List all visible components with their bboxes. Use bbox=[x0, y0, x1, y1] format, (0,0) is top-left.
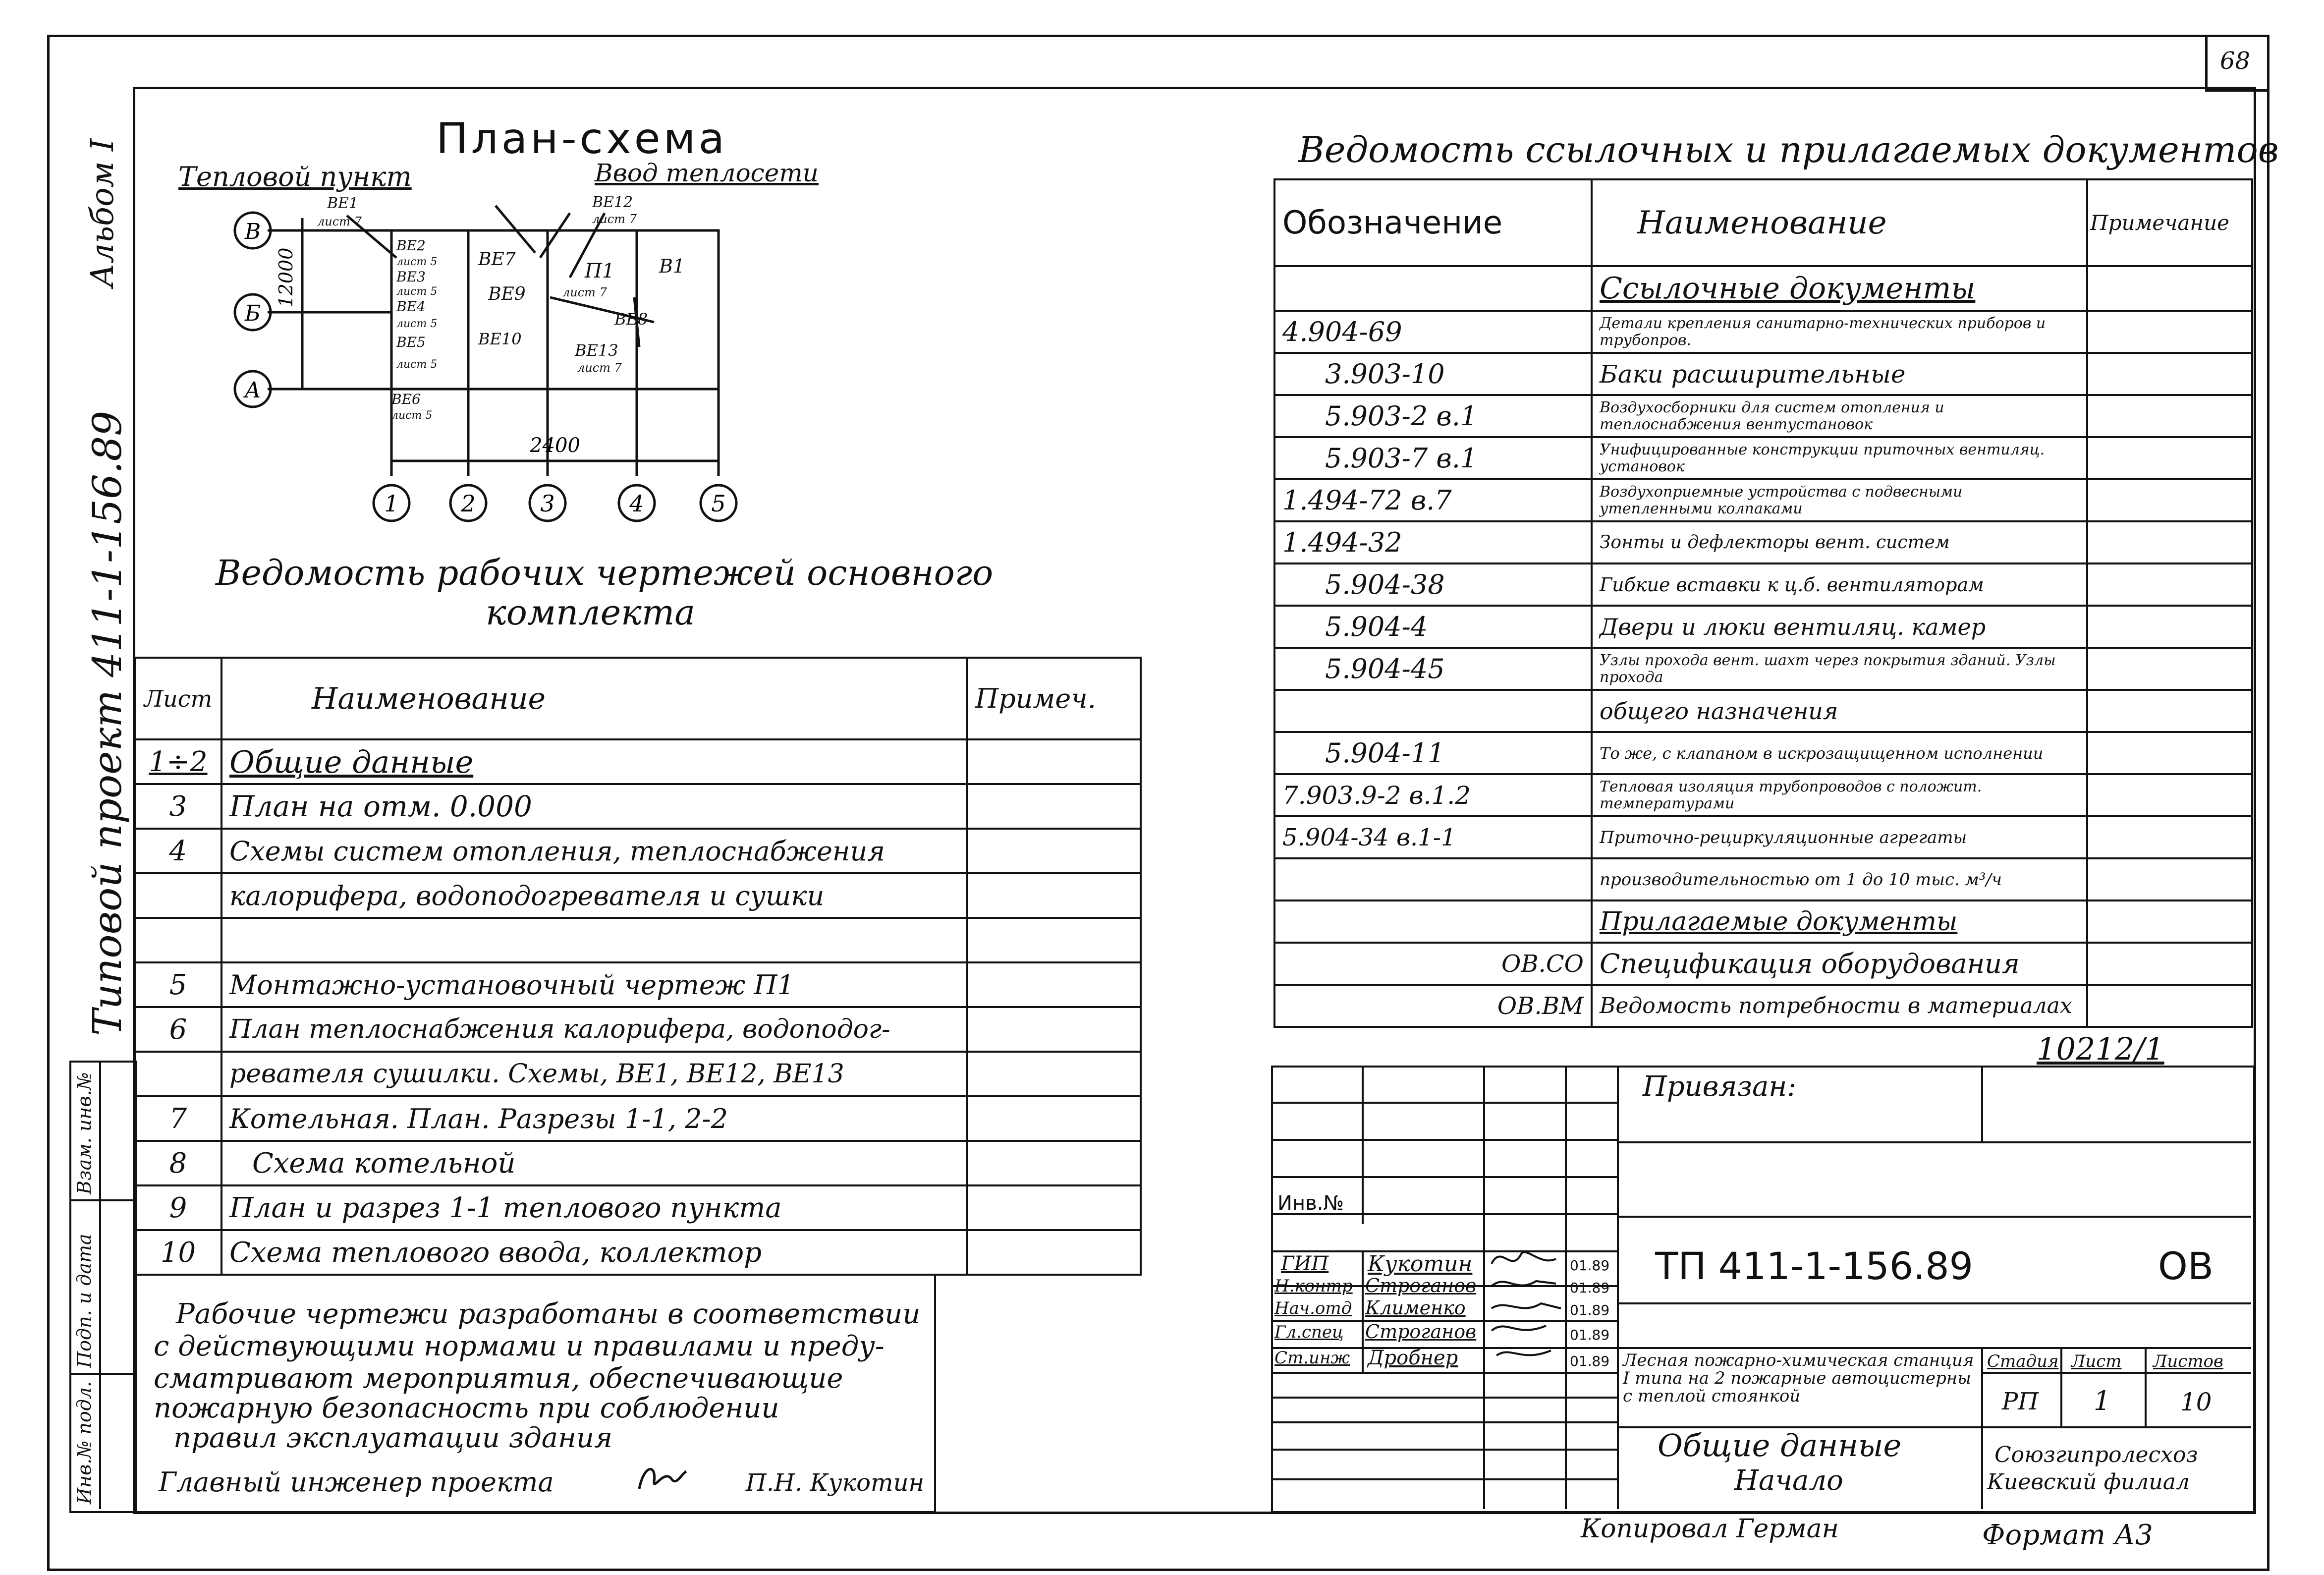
note-line: правил эксплуатации здания bbox=[173, 1422, 613, 1454]
refs-name: Воздухосборники для систем отопления и теплоснабжения вентустановок bbox=[1592, 395, 2087, 437]
plan-tag: ВЕ3 bbox=[396, 269, 426, 285]
inventory-number: 10212/1 bbox=[2037, 1031, 2164, 1067]
page-number: 68 bbox=[2220, 47, 2251, 75]
working-sheet: 1÷2 bbox=[135, 739, 221, 784]
working-name: План на отм. 0.000 bbox=[221, 784, 967, 829]
plan-tag: ВЕ6 bbox=[391, 391, 421, 407]
plan-row-label: В bbox=[244, 219, 261, 244]
working-title-line2: комплекта bbox=[486, 592, 695, 633]
plan-row-label: А bbox=[244, 378, 261, 403]
working-header-sheet: Лист bbox=[135, 658, 221, 739]
refs-section-title: Ссылочные документы bbox=[1592, 266, 2087, 311]
doc-code: ТП 411-1-156.89 bbox=[1655, 1244, 1973, 1288]
note-line: Рабочие чертежи разработаны в соответствии bbox=[176, 1298, 921, 1330]
plan-tag: лист 5 bbox=[396, 285, 438, 298]
refs-name: Унифицированные конструкции приточных вентиляц. установок bbox=[1592, 437, 2087, 479]
note-line: с действующими нормами и правилами и преду- bbox=[154, 1330, 885, 1362]
plan-tag: лист 7 bbox=[577, 361, 622, 375]
plan-tag: ВЕ9 bbox=[488, 284, 526, 304]
plan-tag: ВЕ5 bbox=[396, 334, 426, 350]
format-label: Формат А3 bbox=[1982, 1519, 2153, 1551]
refs-code: 5.904-38 bbox=[1274, 563, 1592, 606]
refs-code: 1.494-32 bbox=[1274, 521, 1592, 563]
plan-tag: лист 5 bbox=[396, 256, 438, 268]
refs-name: Приточно-рециркуляционные агрегаты bbox=[1592, 816, 2087, 858]
working-name: Схемы систем отопления, теплоснабжения bbox=[221, 829, 967, 873]
plan-label-heat-point: Тепловой пункт bbox=[178, 161, 412, 192]
working-sheet: 6 bbox=[135, 1007, 221, 1052]
signer-date: 01.89 bbox=[1570, 1257, 1610, 1274]
working-name: Общие данные bbox=[221, 739, 967, 784]
refs-code: 5.904-45 bbox=[1274, 648, 1592, 690]
working-name: Схема теплового ввода, коллектор bbox=[221, 1230, 967, 1275]
sheet-value: 1 bbox=[2094, 1385, 2111, 1416]
refs-code: 5.903-2 в.1 bbox=[1274, 395, 1592, 437]
sheet-label: Лист bbox=[2071, 1351, 2122, 1371]
plan-tag: лист 7 bbox=[317, 215, 362, 228]
plan-tag: ВЕ4 bbox=[396, 298, 426, 315]
working-sheet: 10 bbox=[135, 1230, 221, 1275]
plan-tag: ВЕ10 bbox=[478, 330, 522, 348]
signer-date: 01.89 bbox=[1570, 1353, 1610, 1369]
signer-date: 01.89 bbox=[1570, 1302, 1610, 1318]
stage-value: РП bbox=[2002, 1388, 2039, 1415]
working-name: Монтажно-установочный чертеж П1 bbox=[221, 962, 967, 1007]
plan-tag: ВЕ2 bbox=[396, 237, 426, 254]
note-line: сматривают мероприятия, обеспечивающие bbox=[154, 1362, 843, 1395]
sheets-label: Листов bbox=[2153, 1351, 2223, 1371]
working-name: калорифера, водоподогревателя и сушки bbox=[221, 873, 967, 918]
refs-code: 5.904-34 в.1-1 bbox=[1274, 816, 1592, 858]
object-name: Лесная пожарно-химическая станция I типа на 2 пожарные автоцистерны с теплой стоянкой bbox=[1623, 1350, 1974, 1406]
privyazan-label: Привязан: bbox=[1643, 1070, 1797, 1103]
refs-code: 4.904-69 bbox=[1274, 311, 1592, 353]
plan-tag: лист 7 bbox=[562, 285, 607, 299]
signer-role: Ст.инж bbox=[1274, 1348, 1350, 1368]
plan-tag: лист 5 bbox=[391, 409, 433, 422]
refs-header-note: Примечание bbox=[2087, 179, 2252, 266]
plan-tag: П1 bbox=[585, 260, 615, 282]
stamp-label: Взам. инв.№ bbox=[73, 1072, 95, 1194]
org-line1: Союзгипролесхоз bbox=[1994, 1442, 2198, 1467]
refs-name: Ведомость потребности в материалах bbox=[1592, 985, 2087, 1027]
plan-tag: В1 bbox=[659, 255, 685, 277]
working-sheet: 3 bbox=[135, 784, 221, 829]
sheet-title-line2: Начало bbox=[1734, 1464, 1843, 1497]
stage-label: Стадия bbox=[1987, 1351, 2059, 1371]
signer-date: 01.89 bbox=[1570, 1280, 1610, 1296]
project-label: Типовой проект 411-1-156.89 bbox=[84, 410, 130, 1036]
plan-tag: ВЕ13 bbox=[575, 341, 618, 360]
plan-tag: ВЕ1 bbox=[327, 195, 359, 212]
working-name: Котельная. План. Разрезы 1-1, 2-2 bbox=[221, 1096, 967, 1141]
plan-tag: лист 5 bbox=[396, 318, 438, 330]
working-header-name: Наименование bbox=[221, 658, 967, 739]
refs-code: ОВ.СО bbox=[1274, 943, 1592, 985]
refs-name: Гибкие вставки к ц.б. вентиляторам bbox=[1592, 563, 2087, 606]
working-sheet: 4 bbox=[135, 829, 221, 873]
plan-dim-height: 12000 bbox=[275, 247, 297, 308]
plan-tag: лист 7 bbox=[592, 212, 637, 226]
refs-name: общего назначения bbox=[1592, 690, 2087, 732]
copied-by: Копировал Герман bbox=[1581, 1514, 1839, 1544]
plan-col-label: 2 bbox=[461, 490, 476, 517]
doc-mark: ОВ bbox=[2158, 1244, 2213, 1288]
refs-section-title: Прилагаемые документы bbox=[1592, 900, 2087, 943]
chief-engineer-label: Главный инженер проекта bbox=[159, 1466, 554, 1498]
signer-name: Клименко bbox=[1365, 1297, 1466, 1319]
signer-date: 01.89 bbox=[1570, 1327, 1610, 1343]
refs-title: Ведомость ссылочных и прилагаемых документов bbox=[1298, 129, 2279, 170]
album-label: Альбом I bbox=[84, 138, 121, 287]
refs-code: 5.904-4 bbox=[1274, 606, 1592, 648]
refs-code: 3.903-10 bbox=[1274, 353, 1592, 395]
plan-col-label: 4 bbox=[629, 490, 644, 517]
working-sheet: 8 bbox=[135, 1141, 221, 1185]
plan-dim-width: 2400 bbox=[530, 434, 580, 457]
refs-name: Зонты и дефлекторы вент. систем bbox=[1592, 521, 2087, 563]
refs-code: 5.904-11 bbox=[1274, 732, 1592, 774]
working-sheet: 7 bbox=[135, 1096, 221, 1141]
refs-name: Узлы прохода вент. шахт через покрытия зданий. Узлы прохода bbox=[1592, 648, 2087, 690]
sheets-value: 10 bbox=[2180, 1388, 2212, 1416]
plan-label-heat-inlet: Ввод теплосети bbox=[595, 159, 819, 187]
plan-col-label: 3 bbox=[540, 490, 555, 517]
working-title-line1: Ведомость рабочих чертежей основного bbox=[216, 553, 994, 593]
working-name: ревателя сушилки. Схемы, ВЕ1, ВЕ12, ВЕ13 bbox=[221, 1052, 967, 1096]
signer-role: ГИП bbox=[1281, 1252, 1329, 1275]
refs-name: производительностью от 1 до 10 тыс. м³/ч bbox=[1592, 858, 2087, 900]
refs-name: То же, с клапаном в искрозащищенном исполнении bbox=[1592, 732, 2087, 774]
signer-name: Строганов bbox=[1365, 1275, 1477, 1296]
plan-col-label: 5 bbox=[711, 490, 726, 517]
working-name: Схема котельной bbox=[221, 1141, 967, 1185]
refs-name: Баки расширительные bbox=[1592, 353, 2087, 395]
plan-tag: ВЕ8 bbox=[614, 310, 648, 329]
working-name: План теплоснабжения калорифера, водоподог- bbox=[221, 1007, 967, 1052]
refs-code: ОВ.ВМ bbox=[1274, 985, 1592, 1027]
refs-header-code: Обозначение bbox=[1274, 179, 1592, 266]
signer-name: Строганов bbox=[1365, 1321, 1477, 1343]
refs-header-name: Наименование bbox=[1592, 179, 2087, 266]
signer-name: Кукотин bbox=[1368, 1251, 1473, 1277]
refs-code: 7.903.9-2 в.1.2 bbox=[1274, 774, 1592, 816]
working-header-note: Примеч. bbox=[967, 658, 1141, 739]
inv-label: Инв.№ bbox=[1277, 1192, 1344, 1215]
stamp-label: Инв.№ подл. bbox=[73, 1381, 95, 1504]
org-line2: Киевский филиал bbox=[1987, 1469, 2190, 1495]
signer-role: Гл.спец bbox=[1274, 1322, 1344, 1342]
refs-name: Воздухоприемные устройства с подвесными утепленными колпаками bbox=[1592, 479, 2087, 521]
signer-role: Нач.отд bbox=[1274, 1298, 1352, 1318]
working-sheet: 9 bbox=[135, 1185, 221, 1230]
plan-tag: ВЕ12 bbox=[592, 194, 633, 211]
note-line: пожарную безопасность при соблюдении bbox=[154, 1392, 779, 1424]
signer-name: Дробнер bbox=[1368, 1347, 1458, 1369]
refs-name: Детали крепления санитарно-технических приборов и трубопров. bbox=[1592, 311, 2087, 353]
signatures bbox=[1487, 1244, 1566, 1383]
stamp-label: Подп. и дата bbox=[73, 1234, 95, 1368]
refs-code: 5.903-7 в.1 bbox=[1274, 437, 1592, 479]
plan-title: План-схема bbox=[436, 114, 728, 164]
working-sheet: 5 bbox=[135, 962, 221, 1007]
sheet-title-line1: Общие данные bbox=[1658, 1427, 1902, 1463]
working-name: План и разрез 1-1 теплового пункта bbox=[221, 1185, 967, 1230]
refs-name: Спецификация оборудования bbox=[1592, 943, 2087, 985]
refs-name: Двери и люки вентиляц. камер bbox=[1592, 606, 2087, 648]
plan-row-label: Б bbox=[244, 301, 261, 326]
plan-col-label: 1 bbox=[384, 490, 399, 517]
plan-tag: ВЕ7 bbox=[478, 249, 516, 270]
refs-code: 1.494-72 в.7 bbox=[1274, 479, 1592, 521]
plan-tag: лист 5 bbox=[396, 358, 438, 371]
chief-engineer-name: П.Н. Кукотин bbox=[746, 1469, 925, 1497]
signer-role: Н.контр bbox=[1274, 1276, 1353, 1296]
refs-name: Тепловая изоляция трубопроводов с положит. температурами bbox=[1592, 774, 2087, 816]
